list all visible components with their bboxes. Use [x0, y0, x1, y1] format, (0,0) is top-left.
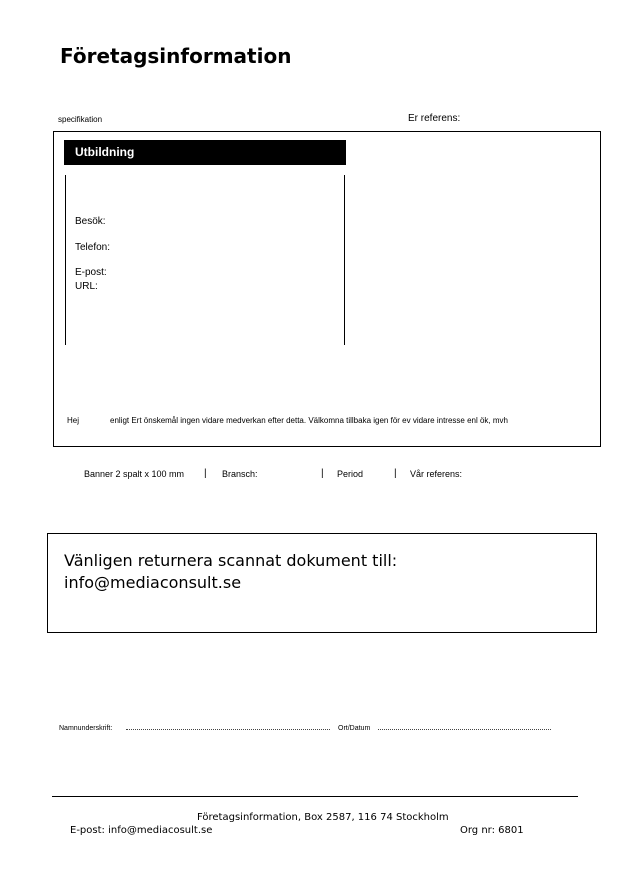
separator: | — [204, 468, 207, 479]
email-label: E-post: — [75, 267, 107, 278]
return-line-1: Vänligen returnera scannat dokument till: — [64, 551, 398, 570]
signature-name-line — [126, 729, 330, 730]
separator: | — [321, 468, 324, 479]
our-reference-label: Vår referens: — [410, 469, 463, 479]
visit-label: Besök: — [75, 216, 106, 227]
period-label: Period — [337, 469, 364, 479]
specification-label: specifikation — [58, 115, 103, 124]
return-email: info@mediaconsult.se — [64, 573, 242, 592]
signature-name-label: Namnunderskrift: — [59, 725, 113, 732]
notice-greeting: Hej — [67, 416, 80, 425]
card-left-border — [65, 175, 66, 345]
reference-label: Er referens: — [408, 113, 461, 124]
footer-org-number: Org nr: 6801 — [460, 825, 524, 836]
return-instructions-box — [47, 533, 597, 633]
footer-divider — [52, 796, 578, 797]
footer-email: E-post: info@mediacosult.se — [70, 825, 213, 836]
document-title: Företagsinformation — [60, 44, 292, 68]
signature-place-date-line — [378, 729, 551, 730]
signature-place-date-label: Ort/Datum — [338, 725, 371, 732]
footer-address: Företagsinformation, Box 2587, 116 74 Stockholm — [197, 812, 449, 823]
url-label: URL: — [75, 281, 98, 292]
card-right-border — [344, 175, 345, 345]
industry-label: Bransch: — [222, 469, 258, 479]
phone-label: Telefon: — [75, 242, 111, 253]
main-box — [53, 131, 601, 447]
separator: | — [394, 468, 397, 479]
banner-size: Banner 2 spalt x 100 mm — [84, 469, 185, 479]
card-header: Utbildning — [64, 140, 346, 165]
notice-text: enligt Ert önskemål ingen vidare medverkan efter detta. Välkomna tillbaka igen för ev vidare intresse enl ök, mvh — [110, 416, 508, 425]
